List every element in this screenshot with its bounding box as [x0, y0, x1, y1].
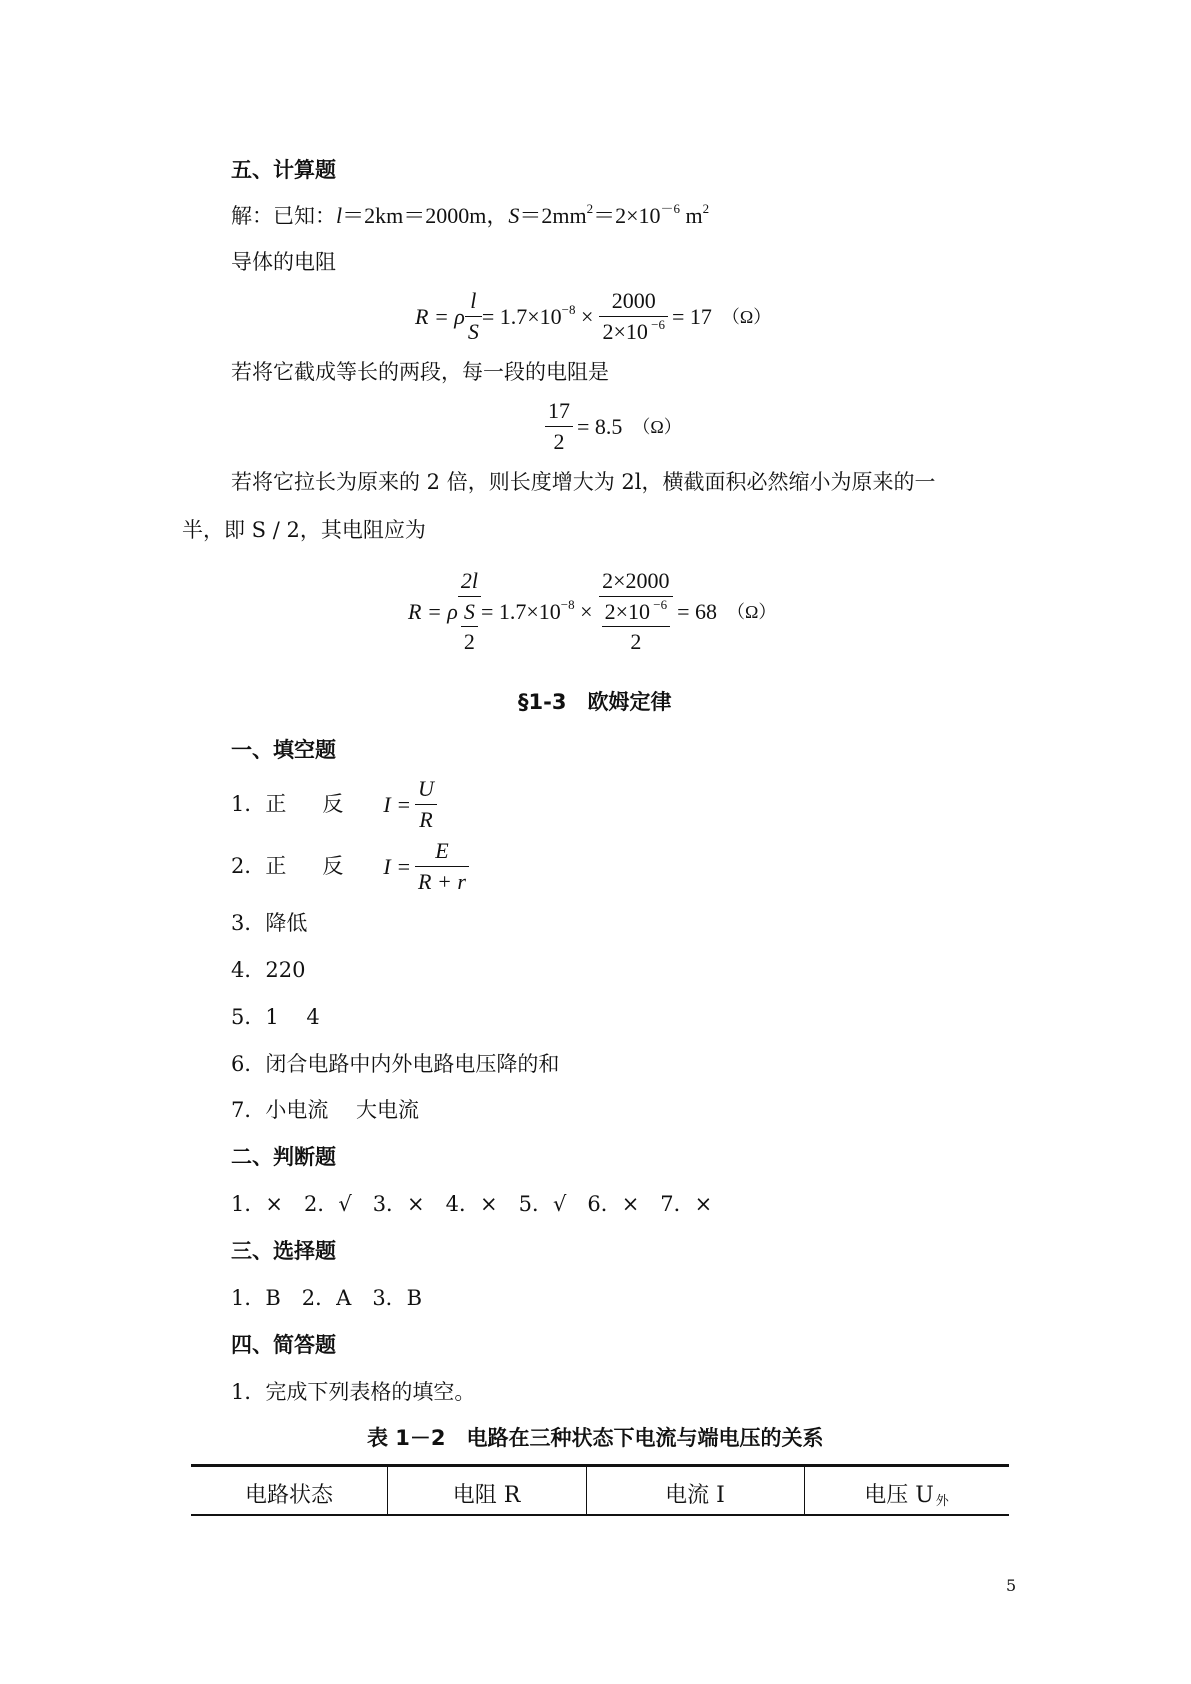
eq1-lhs: R = ρ	[415, 303, 465, 329]
given-line	[231, 201, 710, 228]
eq3-result: = 68	[677, 598, 717, 624]
table-caption: 表 1－2 电路在三种状态下电流与端电压的关系	[367, 1426, 824, 1450]
equation-stretched	[408, 570, 776, 653]
given-prefix: 解：已知：	[231, 203, 336, 228]
judgement-answers: 1．× 2．√ 3．× 4．× 5．√ 6．× 7．×	[231, 1192, 713, 1216]
voltage-subscript: 外	[935, 1494, 949, 1509]
table-header-current: 电流 I	[665, 1483, 725, 1508]
equation-resistance	[415, 290, 771, 343]
equation-half	[545, 400, 682, 453]
eq1-mid: = $1.7\times 10^{-8}$ ×	[481, 301, 594, 329]
heading-fill-in: 一、填空题	[231, 738, 336, 762]
eq3-mid: = $1.7\times 10^{-8}$ ×	[480, 596, 593, 624]
table-top-rule	[191, 1464, 1009, 1467]
fill-q2-fraction: $\frac{E}{R + r}$	[415, 840, 469, 893]
area-value: $=2mm^2=2\times 10^{-6}$ $m^2$	[519, 201, 710, 228]
table-bottom-rule	[191, 1514, 1009, 1516]
page-number: 5	[1006, 1576, 1017, 1595]
fill-q1-lhs: I =	[383, 791, 412, 817]
fill-q2-num: 2．正	[231, 854, 287, 878]
fill-q2-lhs: I =	[383, 853, 412, 879]
fill-q1	[231, 778, 437, 831]
fill-q4: 4．220	[231, 958, 306, 982]
eq1-fraction: $\frac{l}{S}$	[465, 290, 482, 343]
eq3-fraction: $\frac{2l}{\frac{S}{2}}$	[458, 570, 481, 653]
fill-q1-fraction: $\frac{U}{R}$	[415, 778, 437, 831]
stretch-text-line1: 若将它拉长为原来的 2 倍，则长度增大为 2l，横截面积必然缩小为原来的一	[231, 470, 936, 494]
eq1-result: = 17	[671, 303, 712, 329]
section-heading-calculation: 五、计算题	[231, 158, 336, 182]
fill-q3: 3．降低	[231, 911, 308, 935]
length-value: ＝2km＝2000m，	[342, 203, 509, 228]
heading-short-answer: 四、简答题	[231, 1333, 336, 1357]
stretch-text-line2: 半，即 S / 2，其电阻应为	[182, 518, 426, 542]
table-header-voltage: 电压 U 外	[864, 1483, 949, 1509]
fill-q7: 7．小电流 大电流	[231, 1098, 420, 1122]
length-symbol: l	[336, 203, 343, 228]
eq2-fraction: $\frac{17}{2}$	[545, 400, 573, 453]
fill-q2-ans2: 反	[322, 854, 344, 878]
cut-text: 若将它截成等长的两段，每一段的电阻是	[231, 360, 609, 384]
table-header-state: 电路状态	[244, 1483, 333, 1508]
fill-q2	[231, 840, 469, 893]
table-header-resistance: 电阻 R	[452, 1483, 521, 1508]
eq3-unit: （Ω）	[727, 601, 777, 622]
area-symbol: S	[508, 203, 520, 228]
eq1-unit: （Ω）	[721, 306, 772, 327]
fill-q1-num: 1．正	[231, 792, 287, 816]
heading-choice: 三、选择题	[231, 1239, 336, 1263]
fill-q6: 6．闭合电路中内外电路电压降的和	[231, 1052, 560, 1076]
section-title: §1-3 欧姆定律	[518, 690, 672, 714]
eq1-fraction2: $\frac{2000}{2\times 10 ^{-6}}$	[599, 290, 668, 343]
fill-q1-ans2: 反	[322, 792, 344, 816]
eq2-result: = 8.5	[577, 413, 623, 439]
eq2-unit: （Ω）	[632, 416, 682, 437]
heading-judgement: 二、判断题	[231, 1145, 336, 1169]
fill-q5: 5．1 4	[231, 1005, 320, 1029]
eq3-fraction2: $\frac{2\times 2000}{\frac{2\times 10 ^{-6}}{2}}$	[599, 570, 674, 653]
choice-answers: 1．B 2．A 3．B	[231, 1286, 423, 1310]
eq3-lhs: R = ρ	[408, 598, 458, 624]
resistance-label: 导体的电阻	[231, 250, 336, 274]
short-q1: 1．完成下列表格的填空。	[231, 1380, 476, 1404]
